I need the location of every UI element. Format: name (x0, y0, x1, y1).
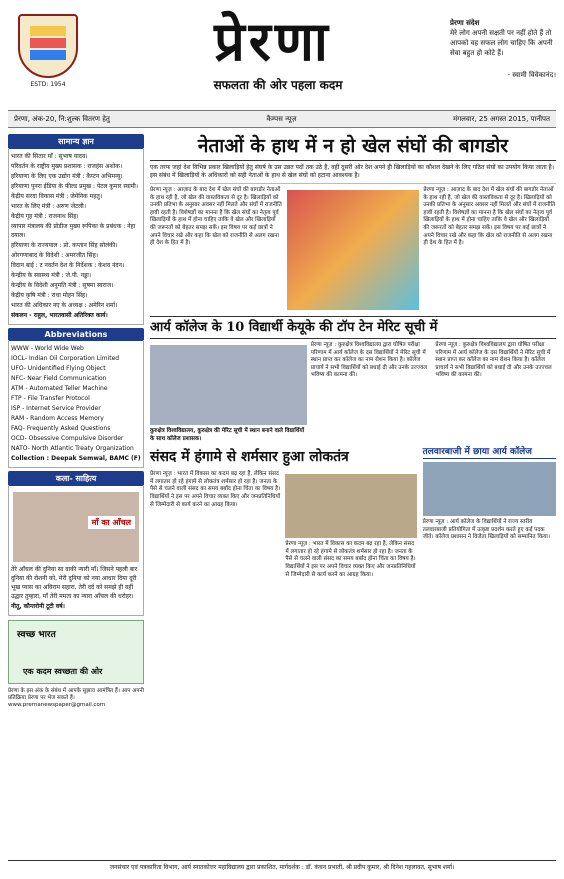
newspaper-title: प्रेरणा (214, 9, 332, 73)
headline-parliament: संसद में हंगामे से शर्मसार हुआ लोकतंत्र (150, 449, 349, 466)
list-item: विदान बाई : ट नवर्तन देश के निर्देशक : केशव नंदन। (11, 262, 125, 269)
article-body: प्रेरणा न्यूज़ : आज़ाद के बाद देश में खेल संघों की बागडोर नेताओं के हाथ रही है, जो खेल की वास्तविकता से दूर है। खिलाड़ियों को उनकी प्रतिभा के अनुसार अवसर नहीं मिलते और संघों में राजनीति हावी रहती है। विशेषज्ञों का मानना है कि खेल संघों का नेतृत्व पूर्व खिलाड़ियों के हाथ में होना चाहिए ताकि वे खेल और खिलाड़ियों की जरूरतों को बेहतर समझ सकें। इस विषय पर कई छात्रों ने अपने विचार रखे और कहा कि खेल को राजनीति से अलग रखना ही देश के हित में है। (150, 187, 282, 247)
quote-box (450, 18, 556, 80)
swachh-bharat-banner (8, 620, 144, 684)
abbr-heading: Abbreviations (8, 328, 144, 341)
article-body: प्रेरणा न्यूज़ : कुरुक्षेत्र विश्वविद्यालय द्वारा घोषित परीक्षा परिणाम में आर्य कॉलेज के दस विद्यार्थियों ने मेरिट सूची में स्थान प्राप्त कर कॉलेज का नाम रोशन किया है। कॉलेज प्राचार्य ने सभी विद्यार्थियों को बधाई दी और उनके उज्ज्वल भविष्य की कामना की। (310, 342, 428, 379)
quote-text: मेरे लोग अपनी सक्षती पर नहीं होते हैं तो आपको वह सफल लोग चाहिए कि अपनी सेवा बहुत हो कोटे हैं। (450, 29, 553, 57)
mother-child-image (13, 492, 139, 562)
gk-credit: संकलन - राहुल, भारतवासी अतिरिक्त कार्य। (11, 312, 108, 319)
list-item: हरियाणा के लिए एक उद्योग मंत्री : कैप्टन अभिमन्यु। (11, 173, 123, 180)
newspaper-tagline: सफलता की ओर पहला कदम (213, 78, 343, 92)
lead-sports: एक तरफ जहां देश विभिन्न प्रकार खिलाड़ियों हेतु संघर्ष के उस उन्नत पदों तक उठे है, वहीं दूसरी ओर देश अपने ही खिलाड़ियों का कौशल देखने के लिए गठित संघों का उपयोग किया जाता है। इस संबंध में खिलाड़ियों के अधिकारों को सही नेताओं के हाथ से खेल संघों को हटाना आवश्यक है। (150, 161, 556, 184)
article-body: प्रेरणा न्यूज़ : कुरुक्षेत्र विश्वविद्यालय द्वारा घोषित परीक्षा परिणाम में आर्य कॉलेज के दस विद्यार्थियों ने मेरिट सूची में स्थान प्राप्त कर कॉलेज का नाम रोशन किया है। कॉलेज प्राचार्य ने सभी विद्यार्थियों को बधाई दी और उनके उज्ज्वल भविष्य की कामना की। (435, 342, 552, 379)
issue-section: कैम्पस न्यूज़ (266, 114, 297, 123)
main-content (150, 134, 556, 579)
list-item: भारत की सितार माँ : सुभाष यादव। (11, 153, 88, 160)
abbr-list (8, 341, 144, 468)
list-item: NATO- North Atlantic Treaty Organization (11, 445, 134, 452)
gk-heading: सामान्य ज्ञान (8, 134, 144, 149)
list-item: केन्द्रीय के विदेशी अनुमति मंत्री : सुषमा स्वराज। (11, 282, 114, 289)
college-logo (18, 14, 78, 88)
poem-credit: नीतू, कौन्तरोनी टूटी वर्ष। (11, 603, 65, 610)
parliament-photo (285, 474, 416, 538)
article-body: प्रेरणा न्यूज़ : भारत में विकास का कदम बढ़ रहा है, लेकिन संसद में लगातार हो रहे हंगामे से लोकतंत्र शर्मसार हो रहा है। जनता के पैसे से चलने वाली संसद का समय बर्बाद होना चिंता का विषय है। विद्यार्थियों ने इस पर अपने विचार व्यक्त किए और जनप्रतिनिधियों से जिम्मेदारी से कार्य करने का आग्रह किया। (150, 471, 281, 508)
photo-caption: कुरुक्षेत्र विश्वविद्यालय, कुरुक्षेत्र की मेरिट सूची में स्थान बनाने वाले विद्यार्थियों के साथ कॉलेज प्रशासक। (150, 428, 305, 442)
swachh-logo: स्वच्छ भारत (17, 630, 56, 640)
masthead (8, 8, 556, 108)
list-item: परिवर्तन के राष्ट्रीय मुख्य प्रशासक : राजहंस अशोक। (11, 163, 123, 170)
list-item: केंद्रीय सरदा विकास मंत्री : जेमेनिक महतु। (11, 193, 103, 200)
poem-box (8, 486, 144, 616)
list-item: हरियाणा पुनरा ईडिया के फील्ड प्रमुख : पेटल कुमार स्वामी। (11, 183, 139, 190)
article-body: प्रेरणा न्यूज़ : आज़ाद के बाद देश में खेल संघों की बागडोर नेताओं के हाथ रही है, जो खेल की वास्तविकता से दूर है। खिलाड़ियों को उनकी प्रतिभा के अनुसार अवसर नहीं मिलते और संघों में राजनीति हावी रहती है। विशेषज्ञों का मानना है कि खेल संघों का नेतृत्व पूर्व खिलाड़ियों के हाथ में होना चाहिए ताकि वे खेल और खिलाड़ियों की जरूरतों को बेहतर समझ सकें। इस विषय पर कई छात्रों ने अपने विचार रखे और कहा कि खेल को राजनीति से अलग रखना ही देश के हित में है। (423, 187, 556, 247)
list-item: केंद्रीय गृह मंत्री : राजनाथ सिंह। (11, 213, 79, 220)
poem-title: माँ का आँचल (88, 516, 135, 529)
emblem-icon (20, 16, 76, 76)
list-item: OCD- Obsessive Compulsive Disorder (11, 435, 124, 442)
gk-list (8, 149, 144, 325)
logo-estd: ESTD: 1954 (30, 81, 66, 88)
list-item: NFC- Near Field Communication (11, 375, 107, 382)
article-merit (150, 342, 556, 443)
list-item: केन्द्रीय के स्वास्थ्य मंत्री : जे.पी. नड्डा। (11, 272, 92, 279)
footer-credits: जनसंचार एवं पत्रकारिता विभाग, आर्य स्नातकोत्तर महाविद्यालय द्वारा प्रकाशित, मार्गदर्शक : डॉ. कंचन प्रभाती, श्री प्रदीप कुमार, श्री दिनेश गहलावत, सुभाष शर्मा। (8, 860, 556, 875)
list-item: WWW - World Wide Web (11, 345, 84, 352)
abbr-credit: Collection : Deepak Semwal, BAMC (F) (11, 455, 141, 462)
list-item: ISP - Internet Service Provider (11, 405, 101, 412)
article-sports (150, 187, 556, 313)
poem-text: तेरे आँचल की दुनिया सा वाकी न्यारी माँ। जिसने पहली बार दुनिया की रोशनी को, मेरी दुनिया को नया आधार दिया दूरी भूख प्यास का अविराम सहारा, तेरी दर्द को समझे ही वहीं उद्धार तुम्हारा, माँ तेरी ममता का न्यारा आँचल की धरोहर। (11, 566, 138, 600)
quote-label: प्रेरणा संदेश (450, 19, 480, 27)
list-item: ओरगणाबाद के विदेशी : अमरजीत सिंह। (11, 252, 99, 259)
list-item: FTP - File Transfer Protocol (11, 395, 90, 402)
quote-author: - स्वामी विवेकानंद। (507, 71, 556, 79)
headline-sports: नेताओं के हाथ में न हो खेल संघों की बागडोर (150, 134, 556, 161)
issue-infobar (8, 110, 556, 128)
kala-heading: कला- साहित्य (8, 471, 144, 486)
issue-date: मंगलवार, 25 अगस्त 2015, पानीपत (453, 114, 550, 123)
issue-number: प्रेरणा, अंक-20, नि:शुल्क वितरण हेतु (14, 114, 110, 123)
swachh-title: एक कदम स्वच्छता की ओर (23, 667, 103, 676)
list-item: भारत की अधिकार नए के अध्यक्ष : अमेरिन शर्मा। (11, 302, 118, 309)
article-parliament (150, 471, 417, 579)
list-item: ATM - Automated Teller Machine (11, 385, 108, 392)
merit-students-photo (150, 345, 307, 425)
sidebar (8, 134, 144, 709)
list-item: FAQ- Frequently Asked Questions (11, 425, 111, 432)
headline-fencing: तलवारबाजी में छाया आर्य कॉलेज (423, 443, 556, 459)
article-body: प्रेरणा न्यूज़ : भारत में विकास का कदम बढ़ रहा है, लेकिन संसद में लगातार हो रहे हंगामे से लोकतंत्र शर्मसार हो रहा है। जनता के पैसे से चलने वाली संसद का समय बर्बाद होना चिंता का विषय है। विद्यार्थियों ने इस पर अपने विचार व्यक्त किए और जनप्रतिनिधियों से जिम्मेदारी से कार्य करने का आग्रह किया। (285, 541, 416, 578)
sports-collage-image (287, 190, 420, 310)
fencing-photo (423, 462, 556, 516)
headline-merit: आर्य कॉलेज के 10 विद्यार्थी केयूके की टॉप टेन मेरिट सूची में (150, 316, 556, 339)
list-item: IOCL- Indian Oil Corporation Limited (11, 355, 120, 362)
list-item: व्यापार मंत्रालय की प्रोडीज मुख्य रूपिका के प्रबंधक : नेहा दयाल। (11, 223, 136, 239)
article-body: प्रेरणा न्यूज़ : आर्य कॉलेज के विद्यार्थियों ने राज्य स्तरीय तलवारबाजी प्रतियोगिता में उत्कृष्ट प्रदर्शन करते हुए कई पदक जीते। कॉलेज प्रशासन ने विजेता खिलाड़ियों को सम्मानित किया। (422, 519, 550, 541)
list-item: केंद्रीय कृषि मंत्री : राधा मोहन सिंह। (11, 292, 88, 299)
list-item: भारत के लिए मंत्री : अरुण जेटली। (11, 203, 86, 210)
list-item: हरियाणा के राज्यपाल : प्रो. कप्तान सिंह सोलंकी। (11, 242, 118, 249)
swachh-note: प्रेरणा के इस अंक के संबंध में आपके सुझाव आमंत्रित हैं। आप अपनी प्रतिक्रिया प्रेरणा पर भेज सकते हैं। www.prernanewspaper@gmail.com (8, 688, 144, 708)
list-item: RAM - Random Access Memory (11, 415, 104, 422)
list-item: UFO- Unidentified Flying Object (11, 365, 106, 372)
